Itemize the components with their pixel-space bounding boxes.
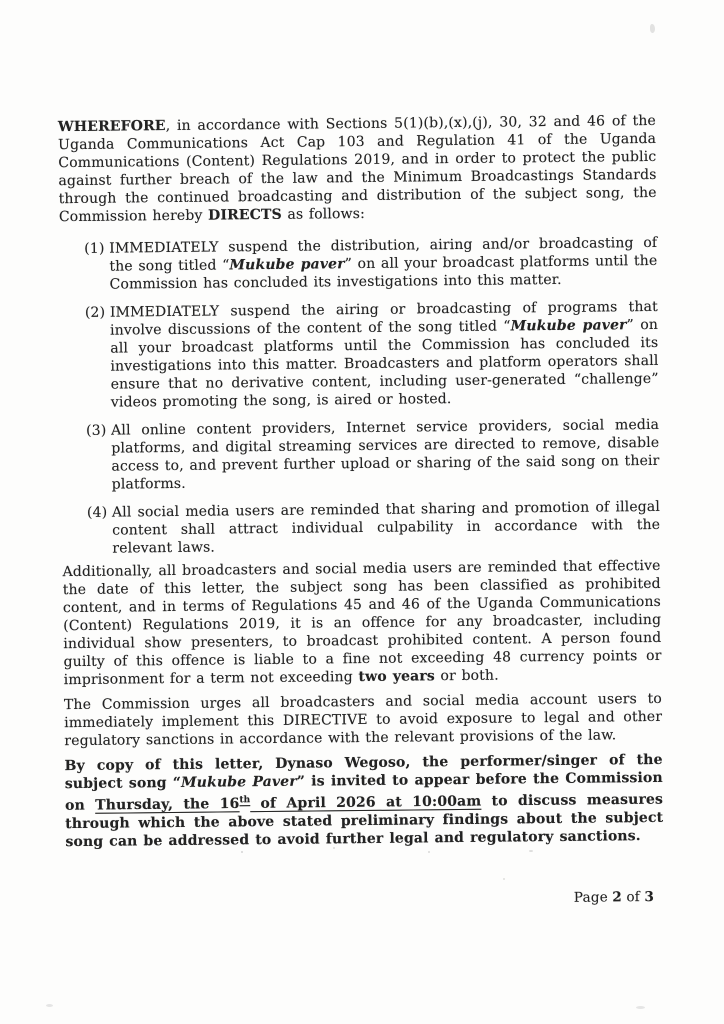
text-segment: as follows:	[281, 205, 366, 223]
additionally-paragraph	[63, 557, 662, 689]
text-segment: Mukube paver	[510, 317, 627, 335]
text-segment: , in accordance with Sections 5(1)(b),(x),(j), 30, 32 and 46 of the Uganda Communications Act Cap 103 and Regulation 41 of the Uganda Communications (Content) Regulations 2019, and in order to protect the public against further breach of the law and the Minimum Broadcastings Standards through the continued broadcasting and distribution of the subject song, the Commission hereby	[58, 112, 657, 226]
by-copy-paragraph	[65, 751, 664, 851]
list-item-marker: (3)	[86, 422, 107, 439]
text-segment: All social media users are reminded that sharing and promotion of illegal content shall attract individual culpability in accordance with the relevant laws.	[111, 498, 661, 557]
text-segment: ” on all your broadcast platforms until the Commission has concluded its investigations into this matter.	[109, 252, 658, 293]
list-item-text	[111, 416, 660, 494]
directive-item-4	[87, 498, 661, 558]
text-segment: ” on all your broadcast platforms until the Commission has concluded its investigations into this matter. Broadcasters and platform operators shall ensure that no derivative content, including user-generated “challenge” videos promoting the song, is aired or hosted.	[110, 316, 659, 411]
text-segment: IMMEDIATELY suspend the distribution, airing and/or broadcasting of the song titled “	[109, 234, 658, 275]
list-item-text	[112, 498, 661, 558]
text-segment: or both.	[434, 667, 499, 685]
text-segment: By copy of this letter, Dynaso Wegoso, the performer/singer of the subject song “	[64, 751, 663, 793]
text-segment: to discuss measures through which the above stated preliminary findings about the subject song can be addressed to avoid further legal and regulatory sanctions.	[65, 791, 664, 850]
list-item-marker: (1)	[84, 240, 105, 257]
page-number	[574, 889, 654, 906]
list-item-marker: (2)	[84, 304, 106, 321]
directive-item-3	[86, 416, 660, 494]
text-segment: of April 2026 at 10:00am	[250, 793, 482, 812]
text-segment: th	[239, 795, 251, 806]
list-item-text	[110, 298, 659, 412]
text-segment: Thursday, the 16	[95, 795, 240, 814]
text-segment: All online content providers, Internet service providers, social media platforms, and digital streaming services are directed to remove, disable access to, and prevent further upload or sharing of the said song on their platforms.	[111, 416, 660, 493]
list-item-text	[109, 234, 658, 294]
directive-item-2	[85, 298, 659, 412]
text-segment: DIRECTS	[208, 206, 282, 224]
text-segment: Mukube paver	[229, 256, 345, 274]
text-segment: The Commission urges all broadcasters and social media account users to immediately implement this DIRECTIVE to avoid exposure to legal and other regulatory sanctions in accordance with the relevant provisions of the law.	[63, 690, 663, 750]
text-segment: IMMEDIATELY suspend the airing or broadcasting of programs that involve discussions of the content of the song titled “	[109, 298, 658, 339]
text-segment: Additionally, all broadcasters and social media users are reminded that effective the date of this letter, the subject song has been classified as prohibited content, and in terms of Regulations 45 and 46 of the Uganda Communications (Content) Regulations 2019, it is an offence for any broadcaster, including individual show presenters, to broadcast prohibited content. A person found guilty of this offence is liable to a fine not exceeding 48 currency points or imprisonment for a term not exceeding	[62, 557, 662, 689]
text-segment: 3	[644, 888, 655, 906]
text-segment: of	[621, 889, 645, 906]
directive-item-1	[84, 234, 658, 294]
text-segment: Page	[573, 889, 613, 906]
text-segment: 2	[612, 889, 623, 906]
list-item-marker: (4)	[86, 504, 108, 521]
text-segment: WHEREFORE	[57, 118, 166, 136]
text-segment: Mukube Paver	[180, 773, 297, 791]
commission-urges-paragraph	[64, 690, 663, 750]
text-segment: ” is invited to appear before the Commission on	[64, 769, 663, 814]
text-segment: two years	[358, 668, 435, 686]
wherefore-paragraph	[58, 112, 657, 226]
